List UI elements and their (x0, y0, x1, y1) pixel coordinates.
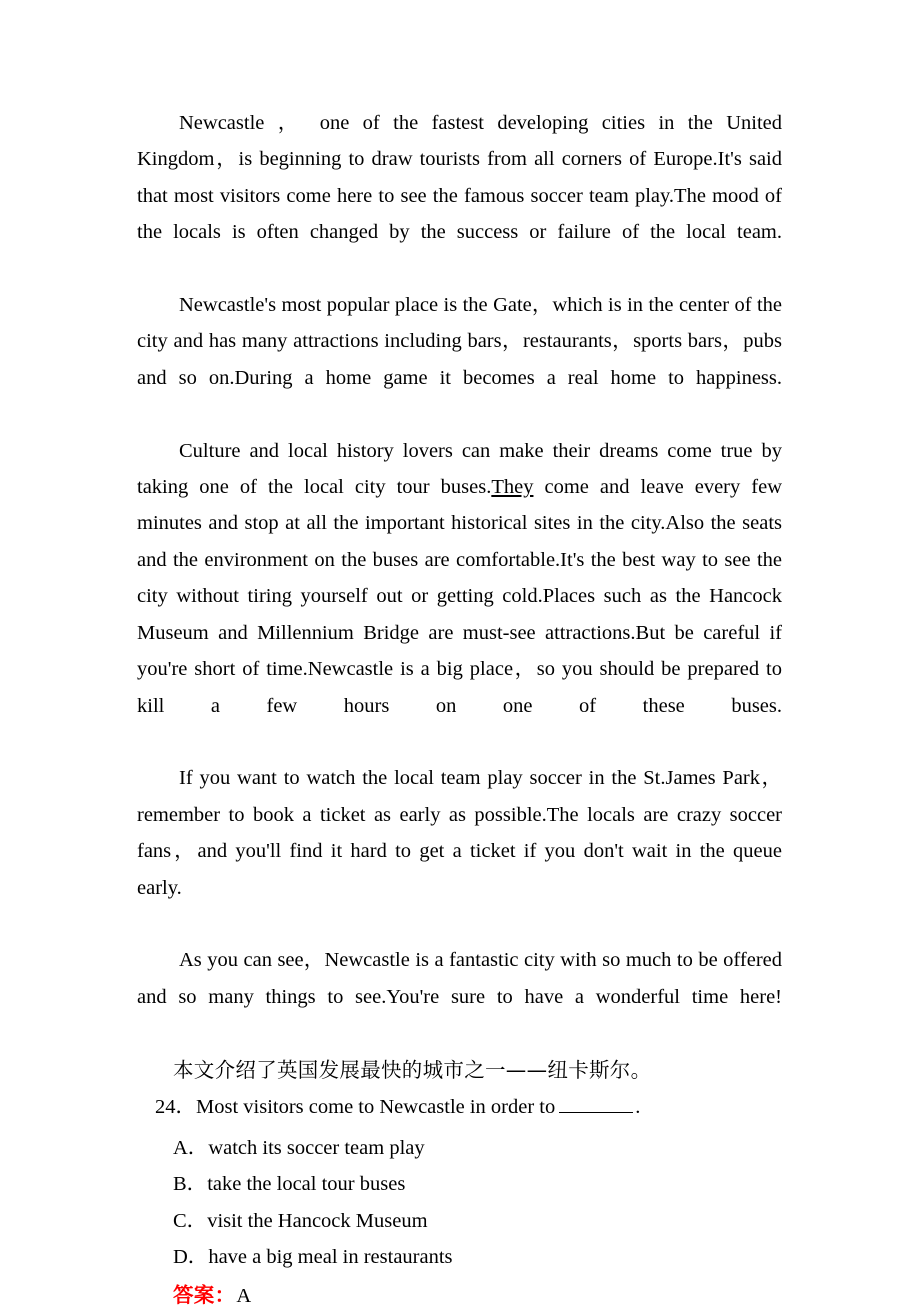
answer-value: A (236, 1284, 252, 1307)
option-b[interactable] (137, 1166, 782, 1202)
question-block (137, 1089, 782, 1314)
question-number: 24． (155, 1095, 196, 1118)
passage-paragraph-4: If you want to watch the local team play soccer in the St.James Park，remember to book a ticket as early as possible.The locals are crazy soccer fans，and you'll find it hard to get a ticket if you don't wait in the queue early. (137, 767, 782, 899)
option-c-letter: C． (173, 1209, 208, 1232)
option-c[interactable] (137, 1203, 782, 1239)
option-d-text: have a big meal in restaurants (208, 1246, 453, 1269)
underlined-keyword-they: They (491, 476, 534, 499)
question-stem-text: Most visitors come to Newcastle in order to (196, 1095, 556, 1118)
paragraph-3-after-keyword: come and leave every few minutes and stop at all the important historical sites in the city.Also the seats and the environment on the buses are comfortable.It's the best way to see the city without tiring yourself out or getting cold.Places such as the Hancock Museum and Millennium Bridge are must-see attractions.But be careful if you're short of time.Newcastle is a big place，so you should be prepared to kill a few hours on one of these buses. (137, 476, 782, 717)
passage-paragraph-1: Newcastle ， one of the fastest developing cities in the United Kingdom，is beginning to draw tourists from all corners of Europe.It's said that most visitors come here to see the famous soccer team play.The mood of the locals is often changed by the success or failure of the local team. (137, 112, 782, 244)
option-a-letter: A． (173, 1136, 209, 1159)
question-stem-terminator: . (635, 1095, 641, 1118)
option-c-text: visit the Hancock Museum (207, 1209, 428, 1232)
reading-passage (137, 105, 782, 1088)
paragraph-3-before-keyword: Culture and local history lovers can make their dreams come true by taking one of the local city tour buses. (137, 439, 782, 499)
passage-paragraph-2: Newcastle's most popular place is the Gate，which is in the center of the city and has many attractions including bars，restaurants，sports bars，pubs and so on.During a home game it becomes a real home to happiness. (137, 294, 782, 389)
option-b-text: take the local tour buses (207, 1173, 406, 1196)
answer-blank[interactable] (559, 1093, 633, 1113)
option-list (137, 1130, 782, 1276)
answer-row (137, 1277, 782, 1314)
option-a[interactable] (137, 1130, 782, 1166)
option-b-letter: B． (173, 1173, 208, 1196)
chinese-summary-line: 本文介绍了英国发展最快的城市之一——纽卡斯尔。 (173, 1057, 652, 1082)
option-d[interactable] (137, 1239, 782, 1275)
option-d-letter: D． (173, 1246, 209, 1269)
answer-label: 答案： (173, 1282, 236, 1307)
option-a-text: watch its soccer team play (208, 1136, 425, 1159)
passage-paragraph-5: As you can see，Newcastle is a fantastic city with so much to be offered and so many things to see.You're sure to have a wonderful time here! (137, 949, 782, 1008)
question-stem (137, 1089, 782, 1126)
passage-paragraph-3 (137, 433, 782, 761)
